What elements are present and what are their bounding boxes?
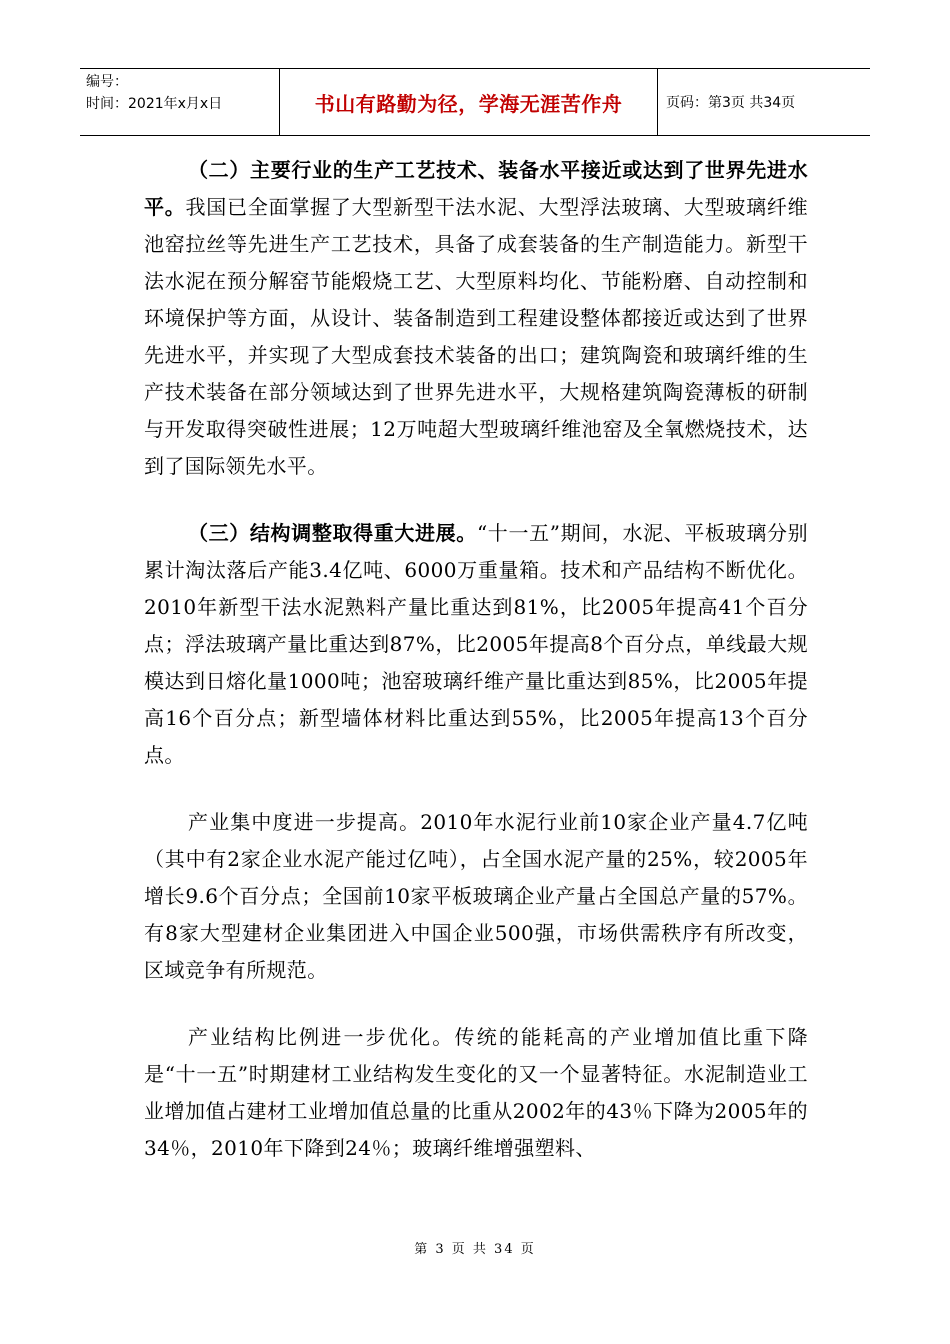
paragraph-4-text: 产业结构比例进一步优化。传统的能耗高的产业增加值比重下降是“十一五”时期建材工业结构发生变化的又一个显著特征。水泥制造业工业增加值占建材工业增加值总量的比重从2002年的43％下降为2005年的34％，2010年下降到24％；玻璃纤维增强塑料、: [144, 1025, 808, 1160]
document-body: [144, 152, 808, 1197]
page-footer: 第 3 页 共 34 页: [414, 1242, 536, 1257]
document-time-label: 时间：2021年x月x日: [86, 96, 223, 112]
paragraph-2-text: “十一五”期间，水泥、平板玻璃分别累计淘汰落后产能3.4亿吨、6000万重量箱。技术和产品结构不断优化。2010年新型干法水泥熟料产量比重达到81%，比2005年提高41个百分点；浮法玻璃产量比重达到87%，比2005年提高8个百分点，单线最大规模达到日熔化量1000吨；池窑玻璃纤维产量比重达到85%，比2005年提高16个百分点；新型墙体材料比重达到55%，比2005年提高13个百分点。: [144, 521, 808, 767]
paragraph-2: [144, 515, 808, 774]
paragraph-1-text: 我国已全面掌握了大型新型干法水泥、大型浮法玻璃、大型玻璃纤维池窑拉丝等先进生产工艺技术，具备了成套装备的生产制造能力。新型干法水泥在预分解窑节能煅烧工艺、大型原料均化、节能粉磨、自动控制和环境保护等方面，从设计、装备制造到工程建设整体都接近或达到了世界先进水平，并实现了大型成套技术装备的出口；建筑陶瓷和玻璃纤维的生产技术装备在部分领域达到了世界先进水平，大规格建筑陶瓷薄板的研制与开发取得突破性进展；12万吨超大型玻璃纤维池窑及全氧燃烧技术，达到了国际领先水平。: [144, 195, 808, 478]
paragraph-3-text: 产业集中度进一步提高。2010年水泥行业前10家企业产量4.7亿吨（其中有2家企业水泥产能过亿吨），占全国水泥产量的25%，较2005年增长9.6个百分点；全国前10家平板玻璃企业产量占全国总产量的57%。有8家大型建材企业集团进入中国企业500强，市场供需秩序有所改变，区域竞争有所规范。: [144, 810, 808, 982]
page-header: [80, 68, 870, 136]
paragraph-1: [144, 152, 808, 485]
header-page-code: 页码：第3页 共34页: [666, 95, 796, 111]
paragraph-1-heading: （二）主要行业的生产工艺技术、装备水平接近或达到了世界先进水平。: [144, 158, 808, 219]
paragraph-2-heading: （三）结构调整取得重大进展。: [188, 521, 477, 545]
header-meta: [80, 69, 280, 135]
document-number-label: 编号：: [86, 74, 128, 90]
paragraph-3: [144, 804, 808, 989]
paragraph-4: [144, 1019, 808, 1167]
header-motto: 书山有路勤为径，学海无涯苦作舟: [280, 69, 658, 135]
